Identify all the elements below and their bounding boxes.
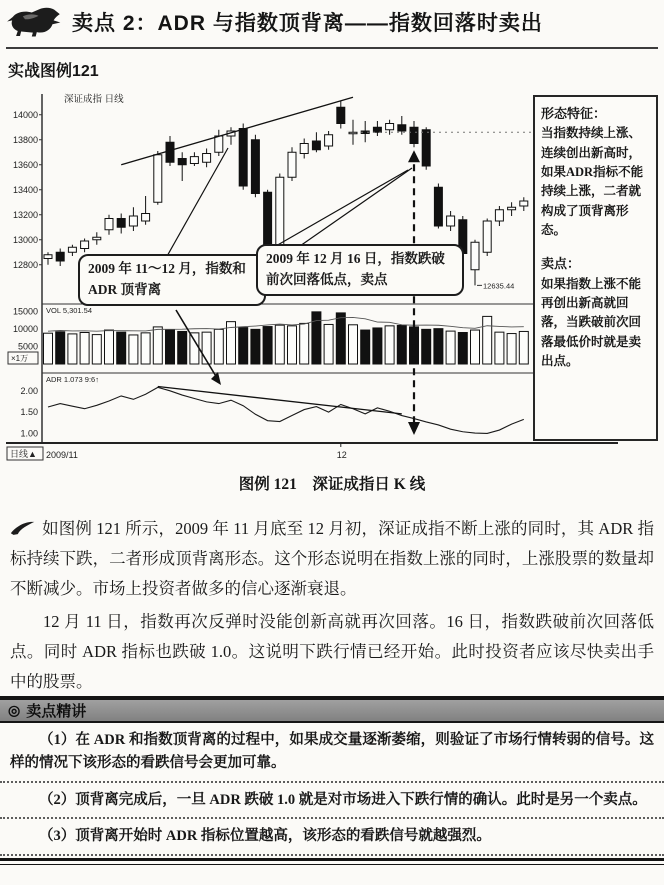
tip-item-3: （3）顶背离开始时 ADR 指标位置越高，该形态的看跌信号就越强烈。 bbox=[0, 819, 664, 855]
tips-bottom-rule bbox=[0, 858, 664, 865]
svg-text:1.00: 1.00 bbox=[20, 428, 38, 439]
body-paragraph-1: 如图例 121 所示，2009 年 11 月底至 12 月初，深证成指不断上涨的同时，其 ADR 指标持续下跌，二者形成顶背离形态。这个形态说明在指数上涨的同时，上涨股票的数量却不断减少。市场上投资者做多的信心逐渐衰退。 bbox=[10, 519, 654, 599]
sellpoint-heading: 卖点： bbox=[541, 256, 581, 272]
bull-icon bbox=[6, 4, 62, 40]
svg-text:5000: 5000 bbox=[17, 341, 38, 352]
callout-sellpoint: 2009 年 12 月 16 日，指数跌破前次回落低点，卖点 bbox=[256, 244, 464, 296]
section-label: 实战图例121 bbox=[8, 63, 99, 80]
svg-text:13800: 13800 bbox=[12, 134, 38, 145]
tips-title: 卖点精讲 bbox=[26, 703, 87, 720]
tips-section bbox=[0, 696, 664, 865]
body-text bbox=[10, 514, 654, 697]
svg-text:日线▲: 日线▲ bbox=[10, 449, 37, 459]
circle-icon: ◎ bbox=[8, 702, 21, 718]
svg-text:12635.44: 12635.44 bbox=[483, 281, 515, 291]
figure-kline bbox=[6, 86, 658, 464]
figure-caption: 图例 121 深证成指日 K 线 bbox=[238, 476, 426, 493]
svg-text:深证成指 日线: 深证成指 日线 bbox=[64, 94, 124, 105]
svg-text:13400: 13400 bbox=[12, 184, 38, 195]
page-title: 卖点 2：ADR 与指数顶背离——指数回落时卖出 bbox=[72, 12, 543, 35]
page-header bbox=[6, 4, 658, 49]
svg-text:2009/11: 2009/11 bbox=[46, 450, 78, 460]
svg-text:ADR 1.073 9:6↑: ADR 1.073 9:6↑ bbox=[46, 375, 99, 384]
svg-text:10000: 10000 bbox=[12, 324, 38, 334]
svg-text:VOL 5,301.54: VOL 5,301.54 bbox=[46, 306, 93, 315]
svg-text:12: 12 bbox=[336, 450, 347, 460]
sellpoint-body: 如果指数上涨不能再创出新高就回落，当跌破前次回落最低价时就是卖出点。 bbox=[541, 276, 642, 369]
callout-divergence: 2009 年 11～12 月，指数和 ADR 顶背离 bbox=[78, 254, 266, 306]
svg-text:1.50: 1.50 bbox=[20, 407, 38, 418]
pattern-body: 当指数持续上涨、连续创出新高时，如果ADR指标不能持续上涨，二者就构成了顶背离形态。 bbox=[541, 126, 644, 238]
svg-text:12800: 12800 bbox=[12, 259, 38, 270]
svg-text:2.00: 2.00 bbox=[20, 385, 38, 396]
svg-text:15000: 15000 bbox=[12, 306, 38, 317]
tip-item-1: （1）在 ADR 和指数顶背离的过程中，如果成交量逐渐萎缩，则验证了市场行情转弱的信号。这样的情况下该形态的看跌信号会更加可靠。 bbox=[0, 723, 664, 783]
body-paragraph-2: 12 月 11 日，指数再次反弹时没能创新高就再次回落。16 日，指数跌破前次回落低点。同时 ADR 指标也跌破 1.0。这说明下跌行情已经开始。此时投资者应该尽快卖出手中的股票。 bbox=[10, 612, 654, 692]
svg-text:×1万: ×1万 bbox=[11, 354, 29, 363]
svg-text:13600: 13600 bbox=[12, 159, 38, 170]
pattern-heading: 形态特征： bbox=[541, 106, 607, 121]
svg-text:13000: 13000 bbox=[12, 234, 38, 245]
pattern-note-box bbox=[533, 95, 658, 441]
svg-text:13200: 13200 bbox=[12, 209, 38, 220]
svg-text:14000: 14000 bbox=[12, 109, 38, 120]
pen-icon bbox=[10, 520, 36, 536]
tip-item-2: （2）顶背离完成后，一旦 ADR 跌破 1.0 就是对市场进入下跌行情的确认。此时是另一个卖点。 bbox=[0, 783, 664, 819]
tips-header-bar bbox=[0, 696, 664, 723]
